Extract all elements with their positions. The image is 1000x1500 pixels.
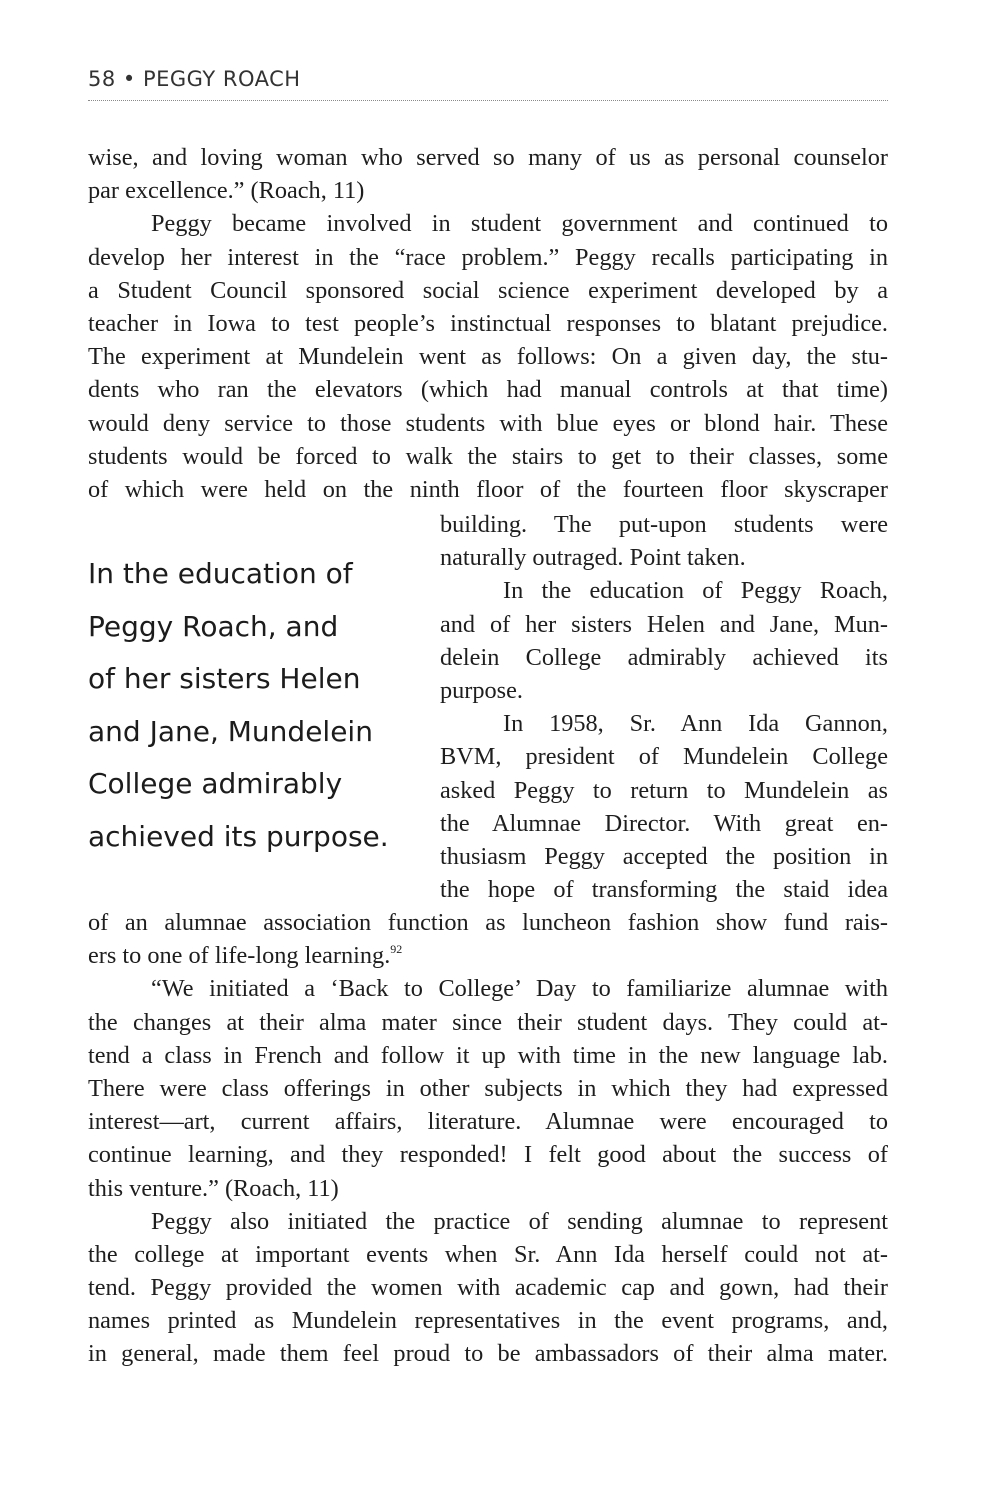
line-text: students would be forced to walk the stairs to get to their classes, some	[88, 442, 888, 470]
line-text: There were class offerings in other subjects in which they had expressed	[88, 1074, 888, 1102]
body-text-right-column	[440, 508, 888, 906]
line-text: thusiasm Peggy accepted the position in	[440, 842, 888, 870]
text-line	[88, 972, 888, 1005]
pull-quote-line: of her sisters Helen	[88, 662, 361, 696]
line-text: tend a class in French and follow it up with time in the new language lab.	[88, 1041, 888, 1069]
line-text: BVM, president of Mundelein College	[440, 743, 888, 771]
line-text: teacher in Iowa to test people’s instinctual responses to blatant prejudice.	[88, 309, 888, 337]
line-text: the college at important events when Sr. Ann Ida herself could not at-	[88, 1240, 888, 1268]
line-text: In 1958, Sr. Ann Ida Gannon,	[503, 710, 888, 738]
text-line	[88, 906, 888, 939]
line-text: purpose.	[440, 676, 523, 704]
text-line	[440, 541, 888, 574]
book-page	[88, 0, 888, 1500]
line-text: tend. Peggy provided the women with academic cap and gown, had their	[88, 1274, 888, 1302]
text-line	[88, 1205, 888, 1238]
text-line	[88, 274, 888, 307]
line-text: in general, made them feel proud to be ambassadors of their alma mater.	[88, 1340, 888, 1368]
line-text: “We initiated a ‘Back to College’ Day to familiarize alumnae with	[151, 975, 888, 1003]
line-text: interest—art, current affairs, literature. Alumnae were encouraged to	[88, 1108, 888, 1136]
text-line	[440, 508, 888, 541]
text-line	[88, 207, 888, 240]
line-text: Peggy became involved in student government and continued to	[151, 210, 888, 238]
pull-quote-line: College admirably	[88, 767, 343, 801]
text-line	[88, 473, 888, 506]
text-line	[88, 1337, 888, 1370]
line-text: ers to one of life-long learning.	[88, 942, 391, 970]
text-line	[88, 1072, 888, 1105]
line-text: and of her sisters Helen and Jane, Mun-	[440, 610, 888, 638]
line-text: the Alumnae Director. With great en-	[440, 809, 888, 837]
line-text: par excellence.” (Roach, 11)	[88, 177, 365, 205]
footnote-marker[interactable]: 92	[390, 942, 403, 957]
text-line	[88, 307, 888, 340]
text-line	[88, 939, 888, 972]
text-line	[88, 241, 888, 274]
line-text: asked Peggy to return to Mundelein as	[440, 776, 888, 804]
line-text: develop her interest in the “race problem.” Peggy recalls participating in	[88, 243, 888, 271]
pull-quote	[88, 548, 418, 864]
text-line	[440, 740, 888, 773]
text-line	[88, 407, 888, 440]
text-line	[440, 873, 888, 906]
line-text: wise, and loving woman who served so many of us as personal counselor	[88, 144, 888, 171]
text-line	[88, 141, 888, 174]
pull-quote-line: and Jane, Mundelein	[88, 714, 373, 748]
pull-quote-line: Peggy Roach, and	[88, 609, 339, 643]
running-head: 58 • PEGGY ROACH	[88, 67, 301, 91]
text-line	[88, 174, 888, 207]
body-text-bottom	[88, 906, 888, 1371]
line-text: of an alumnae association function as luncheon fashion show fund rais-	[88, 909, 888, 936]
text-line	[440, 574, 888, 607]
text-line	[440, 641, 888, 674]
text-line	[440, 608, 888, 641]
pull-quote-line: In the education of	[88, 557, 353, 590]
text-line	[88, 1105, 888, 1138]
line-text: a Student Council sponsored social science experiment developed by a	[88, 276, 888, 304]
text-line	[88, 1006, 888, 1039]
line-text: building. The put-upon students were	[440, 511, 888, 538]
pull-quote-line: achieved its purpose.	[88, 819, 389, 853]
text-line	[88, 373, 888, 406]
text-line	[440, 774, 888, 807]
text-line	[440, 840, 888, 873]
line-text: the hope of transforming the staid idea	[440, 876, 888, 904]
line-text: delein College admirably achieved its	[440, 643, 888, 671]
text-line	[440, 674, 888, 707]
line-text: The experiment at Mundelein went as follows: On a given day, the stu-	[88, 343, 888, 371]
text-line	[88, 1238, 888, 1271]
line-text: the changes at their alma mater since their student days. They could at-	[88, 1008, 888, 1036]
text-line	[88, 1304, 888, 1337]
line-text: In the education of Peggy Roach,	[503, 577, 888, 605]
line-text: continue learning, and they responded! I felt good about the success of	[88, 1141, 888, 1169]
text-line	[88, 340, 888, 373]
line-text: of which were held on the ninth floor of the fourteen floor skyscraper	[88, 475, 888, 503]
line-text: would deny service to those students with blue eyes or blond hair. These	[88, 409, 888, 437]
text-line	[440, 707, 888, 740]
line-text: dents who ran the elevators (which had manual controls at that time)	[88, 376, 888, 404]
text-line	[88, 440, 888, 473]
line-text: this venture.” (Roach, 11)	[88, 1174, 339, 1202]
line-text: Peggy also initiated the practice of sending alumnae to represent	[151, 1207, 888, 1235]
line-text: names printed as Mundelein representatives in the event programs, and,	[88, 1307, 888, 1335]
text-line	[88, 1271, 888, 1304]
body-text-top	[88, 141, 888, 506]
text-line	[88, 1039, 888, 1072]
text-line	[88, 1138, 888, 1171]
text-line	[440, 807, 888, 840]
text-line	[88, 1172, 888, 1205]
line-text: naturally outraged. Point taken.	[440, 544, 746, 572]
header-dotted-rule	[88, 100, 888, 101]
